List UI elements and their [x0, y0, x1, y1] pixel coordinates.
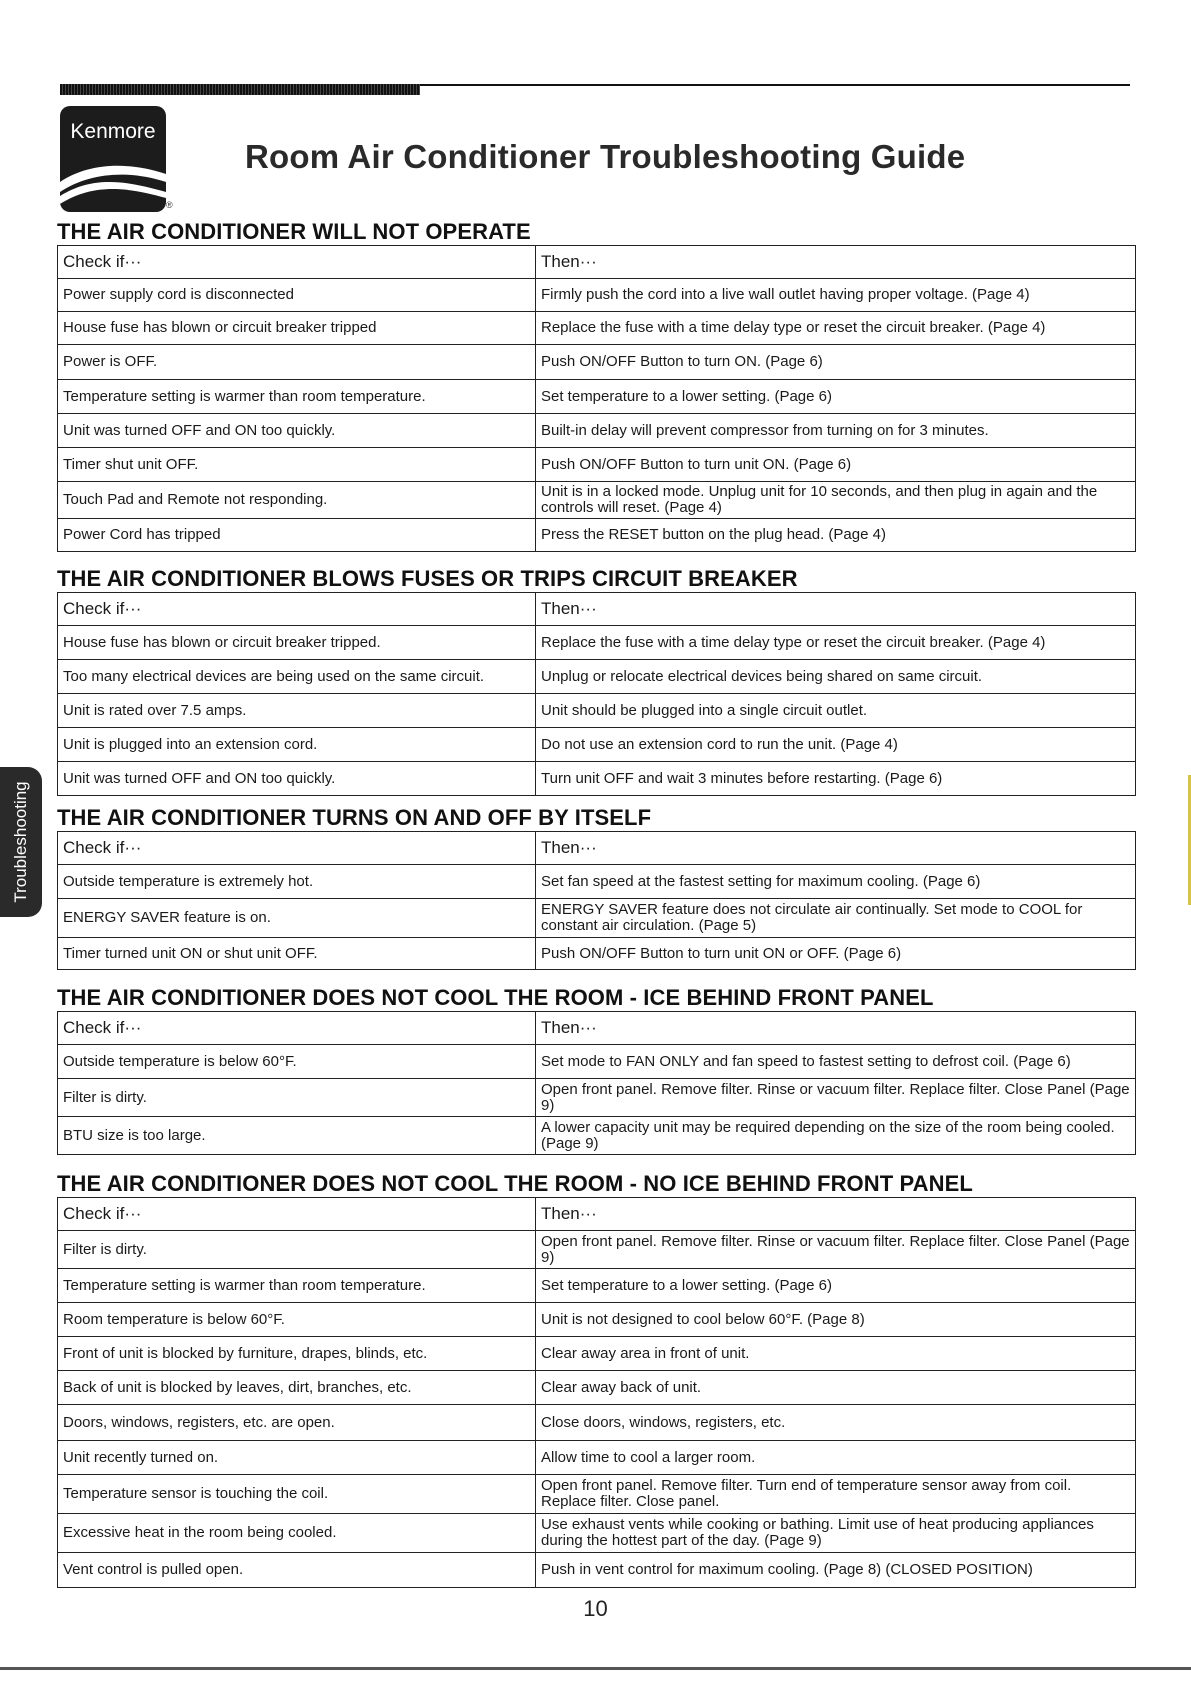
then-cell: Open front panel. Remove filter. Rinse or vacuum filter. Replace filter. Close Panel (Page 9): [536, 1079, 1136, 1117]
troubleshooting-table: [57, 1011, 1136, 1155]
table-row: [58, 1117, 1136, 1155]
table-row: [58, 899, 1136, 938]
table-row: [58, 1553, 1136, 1588]
troubleshooting-table: [57, 592, 1136, 796]
section-title: THE AIR CONDITIONER WILL NOT OPERATE: [57, 219, 531, 244]
then-cell: Open front panel. Remove filter. Turn end of temperature sensor away from coil. Replace filter. Close panel.: [536, 1475, 1136, 1514]
check-cell: Timer shut unit OFF.: [58, 448, 536, 482]
table-header-row: [58, 593, 1136, 626]
top-rule-thick: [60, 84, 420, 95]
check-cell: Filter is dirty.: [58, 1231, 536, 1269]
check-cell: Unit was turned OFF and ON too quickly.: [58, 414, 536, 448]
then-cell: Push in vent control for maximum cooling. (Page 8) (CLOSED POSITION): [536, 1553, 1136, 1588]
check-cell: Vent control is pulled open.: [58, 1553, 536, 1588]
troubleshooting-side-tab: [0, 767, 42, 917]
troubleshooting-table: [57, 1197, 1136, 1588]
table-row: [58, 1079, 1136, 1117]
check-cell: ENERGY SAVER feature is on.: [58, 899, 536, 938]
then-cell: Push ON/OFF Button to turn unit ON or OFF. (Page 6): [536, 938, 1136, 970]
logo-text: Kenmore: [70, 120, 156, 143]
then-cell: Unplug or relocate electrical devices being shared on same circuit.: [536, 660, 1136, 694]
then-header: Then···: [536, 593, 1136, 626]
table-row: [58, 312, 1136, 345]
check-cell: BTU size is too large.: [58, 1117, 536, 1155]
check-cell: Back of unit is blocked by leaves, dirt, branches, etc.: [58, 1371, 536, 1405]
table-row: [58, 380, 1136, 414]
then-header: Then···: [536, 832, 1136, 865]
document-title: Room Air Conditioner Troubleshooting Guide: [245, 138, 966, 175]
check-header: Check if···: [58, 1198, 536, 1231]
table-row: [58, 1405, 1136, 1441]
table-row: [58, 482, 1136, 519]
then-cell: Set temperature to a lower setting. (Page 6): [536, 1269, 1136, 1303]
then-cell: Unit should be plugged into a single circuit outlet.: [536, 694, 1136, 728]
check-cell: Touch Pad and Remote not responding.: [58, 482, 536, 519]
then-cell: Allow time to cool a larger room.: [536, 1441, 1136, 1475]
table-row: [58, 279, 1136, 312]
check-cell: Doors, windows, registers, etc. are open.: [58, 1405, 536, 1441]
table-row: [58, 865, 1136, 899]
troubleshooting-table: [57, 831, 1136, 970]
then-cell: Press the RESET button on the plug head. (Page 4): [536, 519, 1136, 552]
check-cell: Temperature setting is warmer than room temperature.: [58, 380, 536, 414]
table-row: [58, 345, 1136, 380]
then-cell: Set mode to FAN ONLY and fan speed to fastest setting to defrost coil. (Page 6): [536, 1045, 1136, 1079]
then-cell: Set fan speed at the fastest setting for maximum cooling. (Page 6): [536, 865, 1136, 899]
check-cell: Temperature setting is warmer than room temperature.: [58, 1269, 536, 1303]
section-title: THE AIR CONDITIONER TURNS ON AND OFF BY ITSELF: [57, 805, 652, 830]
table-row: [58, 1441, 1136, 1475]
then-cell: Unit is in a locked mode. Unplug unit for 10 seconds, and then plug in again and the controls will reset. (Page 4): [536, 482, 1136, 519]
registered-mark: ®: [166, 200, 173, 210]
table-row: [58, 1231, 1136, 1269]
table-row: [58, 1514, 1136, 1553]
then-cell: Open front panel. Remove filter. Rinse or vacuum filter. Replace filter. Close Panel (Page 9): [536, 1231, 1136, 1269]
table-row: [58, 1337, 1136, 1371]
section-will-not-operate: [57, 219, 1135, 552]
then-header: Then···: [536, 246, 1136, 279]
check-header: Check if···: [58, 832, 536, 865]
then-header: Then···: [536, 1012, 1136, 1045]
section-turns-on-off: [57, 805, 1135, 970]
table-row: [58, 519, 1136, 552]
then-cell: Turn unit OFF and wait 3 minutes before restarting. (Page 6): [536, 762, 1136, 796]
table-row: [58, 762, 1136, 796]
check-cell: Unit is rated over 7.5 amps.: [58, 694, 536, 728]
table-row: [58, 448, 1136, 482]
table-row: [58, 626, 1136, 660]
check-cell: Power is OFF.: [58, 345, 536, 380]
check-header: Check if···: [58, 246, 536, 279]
check-cell: Unit recently turned on.: [58, 1441, 536, 1475]
then-cell: Clear away back of unit.: [536, 1371, 1136, 1405]
check-cell: Room temperature is below 60°F.: [58, 1303, 536, 1337]
check-cell: House fuse has blown or circuit breaker tripped.: [58, 626, 536, 660]
check-cell: Outside temperature is below 60°F.: [58, 1045, 536, 1079]
then-cell: Firmly push the cord into a live wall outlet having proper voltage. (Page 4): [536, 279, 1136, 312]
section-no-ice-behind-panel: [57, 1171, 1135, 1588]
then-cell: ENERGY SAVER feature does not circulate air continually. Set mode to COOL for constant air circulation. (Page 5): [536, 899, 1136, 938]
table-row: [58, 1475, 1136, 1514]
troubleshooting-table: [57, 245, 1136, 552]
table-row: [58, 1371, 1136, 1405]
table-row: [58, 694, 1136, 728]
check-header: Check if···: [58, 1012, 536, 1045]
table-row: [58, 938, 1136, 970]
check-header: Check if···: [58, 593, 536, 626]
then-cell: Push ON/OFF Button to turn ON. (Page 6): [536, 345, 1136, 380]
table-row: [58, 1045, 1136, 1079]
check-cell: Unit is plugged into an extension cord.: [58, 728, 536, 762]
table-row: [58, 728, 1136, 762]
section-blows-fuses: [57, 566, 1135, 796]
check-cell: Power Cord has tripped: [58, 519, 536, 552]
table-row: [58, 660, 1136, 694]
then-cell: Clear away area in front of unit.: [536, 1337, 1136, 1371]
then-cell: A lower capacity unit may be required depending on the size of the room being cooled. (Page 9): [536, 1117, 1136, 1155]
table-row: [58, 1269, 1136, 1303]
table-header-row: [58, 1198, 1136, 1231]
page-number: 10: [583, 1596, 608, 1621]
then-header: Then···: [536, 1198, 1136, 1231]
section-title: THE AIR CONDITIONER DOES NOT COOL THE ROOM - NO ICE BEHIND FRONT PANEL: [57, 1171, 973, 1196]
table-row: [58, 414, 1136, 448]
then-cell: Set temperature to a lower setting. (Page 6): [536, 380, 1136, 414]
check-cell: Timer turned unit ON or shut unit OFF.: [58, 938, 536, 970]
check-cell: Power supply cord is disconnected: [58, 279, 536, 312]
section-ice-behind-panel: [57, 985, 1135, 1155]
table-header-row: [58, 1012, 1136, 1045]
side-tab-label: Troubleshooting: [11, 781, 30, 903]
table-header-row: [58, 246, 1136, 279]
check-cell: Filter is dirty.: [58, 1079, 536, 1117]
check-cell: Front of unit is blocked by furniture, drapes, blinds, etc.: [58, 1337, 536, 1371]
then-cell: Replace the fuse with a time delay type or reset the circuit breaker. (Page 4): [536, 626, 1136, 660]
check-cell: Too many electrical devices are being used on the same circuit.: [58, 660, 536, 694]
check-cell: Outside temperature is extremely hot.: [58, 865, 536, 899]
then-cell: Push ON/OFF Button to turn unit ON. (Page 6): [536, 448, 1136, 482]
then-cell: Use exhaust vents while cooking or bathing. Limit use of heat producing appliances during the hottest part of the day. (Page 9): [536, 1514, 1136, 1553]
then-cell: Do not use an extension cord to run the unit. (Page 4): [536, 728, 1136, 762]
section-title: THE AIR CONDITIONER BLOWS FUSES OR TRIPS CIRCUIT BREAKER: [57, 566, 798, 591]
then-cell: Unit is not designed to cool below 60°F. (Page 8): [536, 1303, 1136, 1337]
then-cell: Built-in delay will prevent compressor from turning on for 3 minutes.: [536, 414, 1136, 448]
check-cell: Temperature sensor is touching the coil.: [58, 1475, 536, 1514]
check-cell: Excessive heat in the room being cooled.: [58, 1514, 536, 1553]
then-cell: Close doors, windows, registers, etc.: [536, 1405, 1136, 1441]
check-cell: Unit was turned OFF and ON too quickly.: [58, 762, 536, 796]
table-header-row: [58, 832, 1136, 865]
section-title: THE AIR CONDITIONER DOES NOT COOL THE ROOM - ICE BEHIND FRONT PANEL: [57, 985, 934, 1010]
kenmore-logo: [60, 106, 166, 212]
table-row: [58, 1303, 1136, 1337]
logo-swoosh-icon: [60, 152, 166, 212]
bottom-rule: [0, 1667, 1191, 1670]
top-rule-thin: [420, 84, 1130, 86]
check-cell: House fuse has blown or circuit breaker tripped: [58, 312, 536, 345]
then-cell: Replace the fuse with a time delay type or reset the circuit breaker. (Page 4): [536, 312, 1136, 345]
